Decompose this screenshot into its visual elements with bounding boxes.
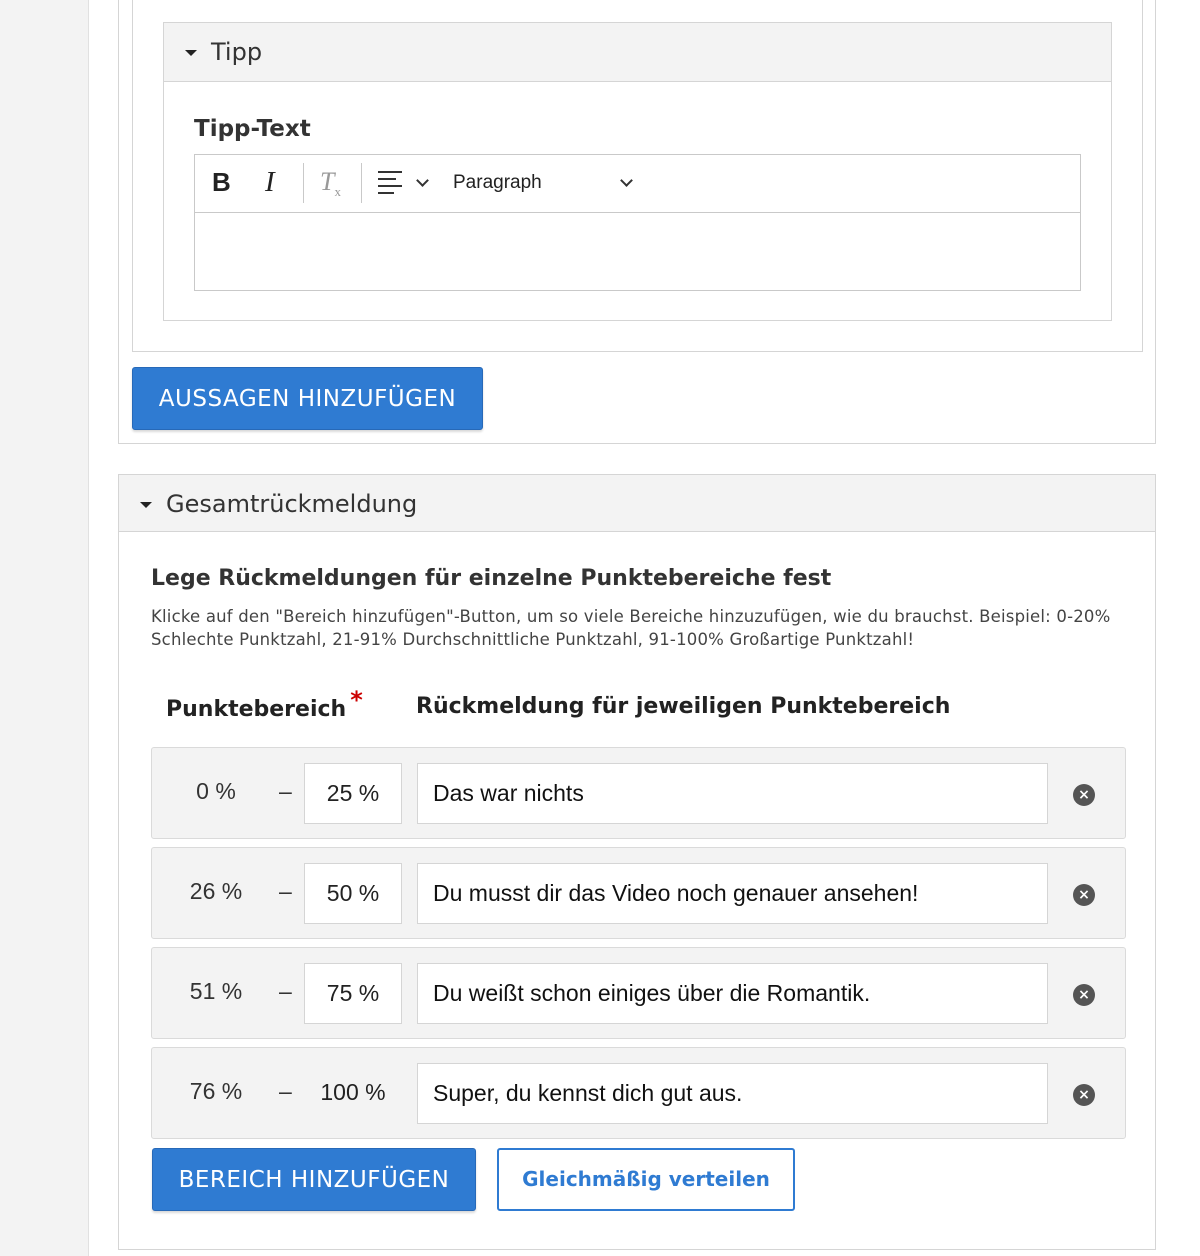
tip-text-editor: [194, 154, 1081, 291]
italic-button[interactable]: I: [265, 166, 275, 198]
remove-format-sub: x: [334, 184, 341, 200]
editor-toolbar: [195, 155, 1080, 213]
remove-range-icon[interactable]: ×: [1073, 1084, 1095, 1106]
align-dropdown-chevron-icon[interactable]: [416, 174, 429, 187]
range-dash: –: [279, 878, 292, 904]
toolbar-divider: [361, 163, 362, 203]
overall-feedback-section: [118, 474, 1156, 1250]
range-column-header: [166, 686, 363, 722]
add-statements-button[interactable]: AUSSAGEN HINZUFÜGEN: [132, 367, 483, 430]
tip-text-input[interactable]: [195, 213, 1080, 291]
feedback-description: Klicke auf den "Bereich hinzufügen"-Button, um so viele Bereiche hinzuzufügen, wie du brauchst. Beispiel: 0-20% Schlechte Punktzahl, 21-91% Durchschnittliche Punktzahl, 91-100% Großartige Punktzahl!: [151, 607, 1111, 649]
range-to-input[interactable]: 50 %: [304, 863, 402, 924]
range-row: [151, 847, 1126, 939]
caret-down-icon: [185, 50, 197, 56]
range-dash: –: [279, 978, 292, 1004]
tip-text-label: Tipp-Text: [194, 116, 311, 142]
remove-range-icon[interactable]: ×: [1073, 784, 1095, 806]
range-from: 0 %: [196, 778, 236, 804]
range-feedback-input[interactable]: Du weißt schon einiges über die Romantik.: [417, 963, 1048, 1024]
range-from: 51 %: [189, 978, 243, 1004]
tip-header[interactable]: [164, 23, 1111, 82]
caret-down-icon: [140, 502, 152, 508]
range-feedback-input[interactable]: Super, du kennst dich gut aus.: [417, 1063, 1048, 1124]
distribute-evenly-button[interactable]: Gleichmäßig verteilen: [497, 1148, 795, 1211]
range-to-input[interactable]: 75 %: [304, 963, 402, 1024]
range-from: 26 %: [189, 878, 243, 904]
paragraph-format-select[interactable]: Paragraph: [453, 172, 542, 193]
range-row: [151, 1047, 1126, 1139]
tip-panel: [163, 22, 1112, 321]
range-to-input[interactable]: 25 %: [304, 763, 402, 824]
feedback-heading: Lege Rückmeldungen für einzelne Punktebereiche fest: [151, 566, 832, 591]
remove-range-icon[interactable]: ×: [1073, 984, 1095, 1006]
range-column-label: Punktebereich: [166, 697, 347, 722]
range-row: [151, 947, 1126, 1039]
add-range-button[interactable]: BEREICH HINZUFÜGEN: [152, 1148, 476, 1211]
bold-button[interactable]: B: [212, 167, 231, 197]
range-row: [151, 747, 1126, 839]
range-dash: –: [279, 1078, 292, 1104]
range-to-value: 100 %: [320, 1079, 386, 1105]
remove-format-icon: T: [320, 167, 335, 196]
range-dash: –: [279, 778, 292, 804]
range-feedback-input[interactable]: Du musst dir das Video noch genauer ansehen!: [417, 863, 1048, 924]
range-feedback-input[interactable]: Das war nichts: [417, 763, 1048, 824]
paragraph-chevron-icon[interactable]: [620, 174, 633, 187]
required-marker: *: [350, 686, 363, 714]
range-from: 76 %: [189, 1078, 243, 1104]
toolbar-divider: [303, 163, 304, 203]
feedback-title: Gesamtrückmeldung: [166, 490, 418, 518]
tip-title: Tipp: [211, 38, 263, 66]
remove-range-icon[interactable]: ×: [1073, 884, 1095, 906]
feedback-header[interactable]: [119, 475, 1155, 532]
align-left-icon[interactable]: [378, 171, 402, 199]
feedback-column-header: Rückmeldung für jeweiligen Punktebereich: [416, 694, 951, 719]
remove-format-button[interactable]: [320, 167, 341, 200]
